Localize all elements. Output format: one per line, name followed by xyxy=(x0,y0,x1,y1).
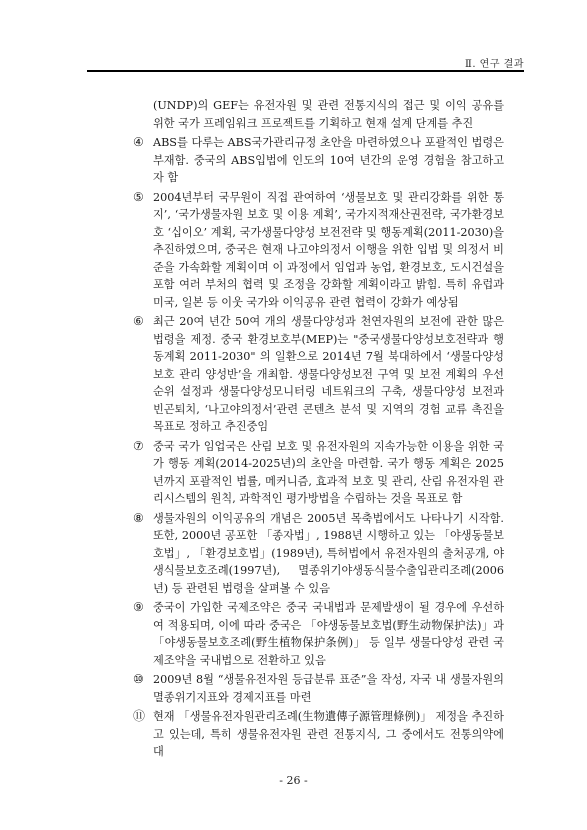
page-number: - 26 - xyxy=(279,774,308,787)
list-item-7 xyxy=(133,438,504,508)
item-text: 2009년 8월 “생물유전자원 등급분류 표준”을 작성, 자국 내 생물자원의 멸종위기지표와 경제지표를 마련 xyxy=(153,673,504,704)
list-item-10 xyxy=(133,671,504,706)
item-text: 현재 「생물유전자원관리조례(生物遺傳子源管理條例)」 제정을 추진하고 있는데, 특히 생물유전자원 관련 전통지식, 그 중에서도 전통의약에 대 xyxy=(153,710,504,758)
item-text: 2004년부터 국무원이 직접 관여하여 ‘생물보호 및 관리강화를 위한 통지’, ‘국가생물자원 보호 및 이용 계획’, 국가지적재산권전략, 국가환경보호 ‘십이오’ 계획, 국가생물다양성 보전전략 및 행동계획(2011-2030)을 추진하였으며, 중국은 현재 나고야의정서 이행을 위한 입법 및 의정서 비준을 가속화할 계획이며 이 과정에서 임업과 농업, 환경보호, 도시건설을 포함 여러 부처의 협력 및 조정을 강화할 계획이라고 밝힘. 특히 유럽과 미국, 일본 등 이웃 국가와 이익공유 관련 협력이 강화가 예상됨 xyxy=(153,190,504,309)
item-number: ⑧ xyxy=(133,510,144,525)
item-number: ⑩ xyxy=(133,672,144,686)
list-item-8 xyxy=(133,510,504,598)
section-header: Ⅱ. 연구 결과 xyxy=(465,59,524,70)
item-text: 생물자원의 이익공유의 개념은 2005년 목축법에서도 나타나기 시작함. 또한, 2000년 공포한 「종자법」, 1988년 시행하고 있는 「야생동물보호법」, 「환경보호법」(1989년), 특허법에서 유전자원의 출처공개, 야생식물보호조례(1997년), 멸종위기야생동식물수출입관리조례(2006년) 등 관련된 법령을 살펴볼 수 있음 xyxy=(153,511,504,595)
header-divider xyxy=(87,70,524,72)
item-number: ⑨ xyxy=(133,600,144,614)
item-text: 최근 20여 년간 50여 개의 생물다양성과 천연자원의 보전에 관한 많은 법령을 제정. 중국 환경보호부(MEP)는 "중국생물다양성보호전략과 행동계획 2011-2030" 의 일환으로 2014년 7월 북대하에서 ‘생물다양성보호 관리 양성반’을 개최함. 생물다양성보전 구역 및 보전 계획의 우선순위 설정과 생물다양성모니터링 네트워크의 구축, 생물다양성 보전과 빈곤퇴치, ‘나고야의정서’관련 콘텐츠 분석 및 지역의 경험 교류 촉진을 목표로 정하고 추진중임 xyxy=(153,315,504,433)
item-number: ⑤ xyxy=(133,189,144,204)
list-item-4 xyxy=(133,134,504,187)
item-number: ⑦ xyxy=(133,438,144,453)
list-item-11 xyxy=(133,708,504,761)
item-number: ④ xyxy=(133,135,144,149)
item-text: 중국 국가 임업국은 산림 보호 및 유전자원의 지속가능한 이용을 위한 국가 행동 계획(2014-2025년)의 초안을 마련함. 국가 행동 계획은 2025년까지 포괄적인 법률, 메커니즘, 효과적 보호 및 관리, 산림 유전자원 관리시스템의 원칙, 과학적인 평가방법을 수립하는 것을 목표로 함 xyxy=(153,439,504,505)
document-body xyxy=(133,97,504,763)
list-item-9 xyxy=(133,599,504,669)
item-number: ⑪ xyxy=(133,709,146,723)
paragraph-continuation xyxy=(133,97,504,132)
paragraph-text: (UNDP)의 GEF는 유전자원 및 관련 전통지식의 접근 및 이익 공유를 위한 국가 프레임워크 프로젝트를 기획하고 현재 설계 단계를 추진 xyxy=(153,99,504,130)
item-text: 중국이 가입한 국제조약은 중국 국내법과 문제발생이 될 경우에 우선하여 적용되며, 이에 따라 중국은 「야생동물보호법(野生动物保护法)」과 「야생동물보호조례(野生植物保护条例)」 등 일부 생물다양성 관련 국제조약을 국내법으로 전환하고 있음 xyxy=(153,601,504,667)
item-number: ⑥ xyxy=(133,314,144,328)
list-item-6 xyxy=(133,313,504,436)
list-item-5 xyxy=(133,189,504,312)
item-text: ABS를 다루는 ABS국가관리규정 초안을 마련하였으나 포괄적인 법령은 부재함. 중국의 ABS입법에 인도의 10여 년간의 운영 경험을 참고하고자 함 xyxy=(153,136,504,184)
